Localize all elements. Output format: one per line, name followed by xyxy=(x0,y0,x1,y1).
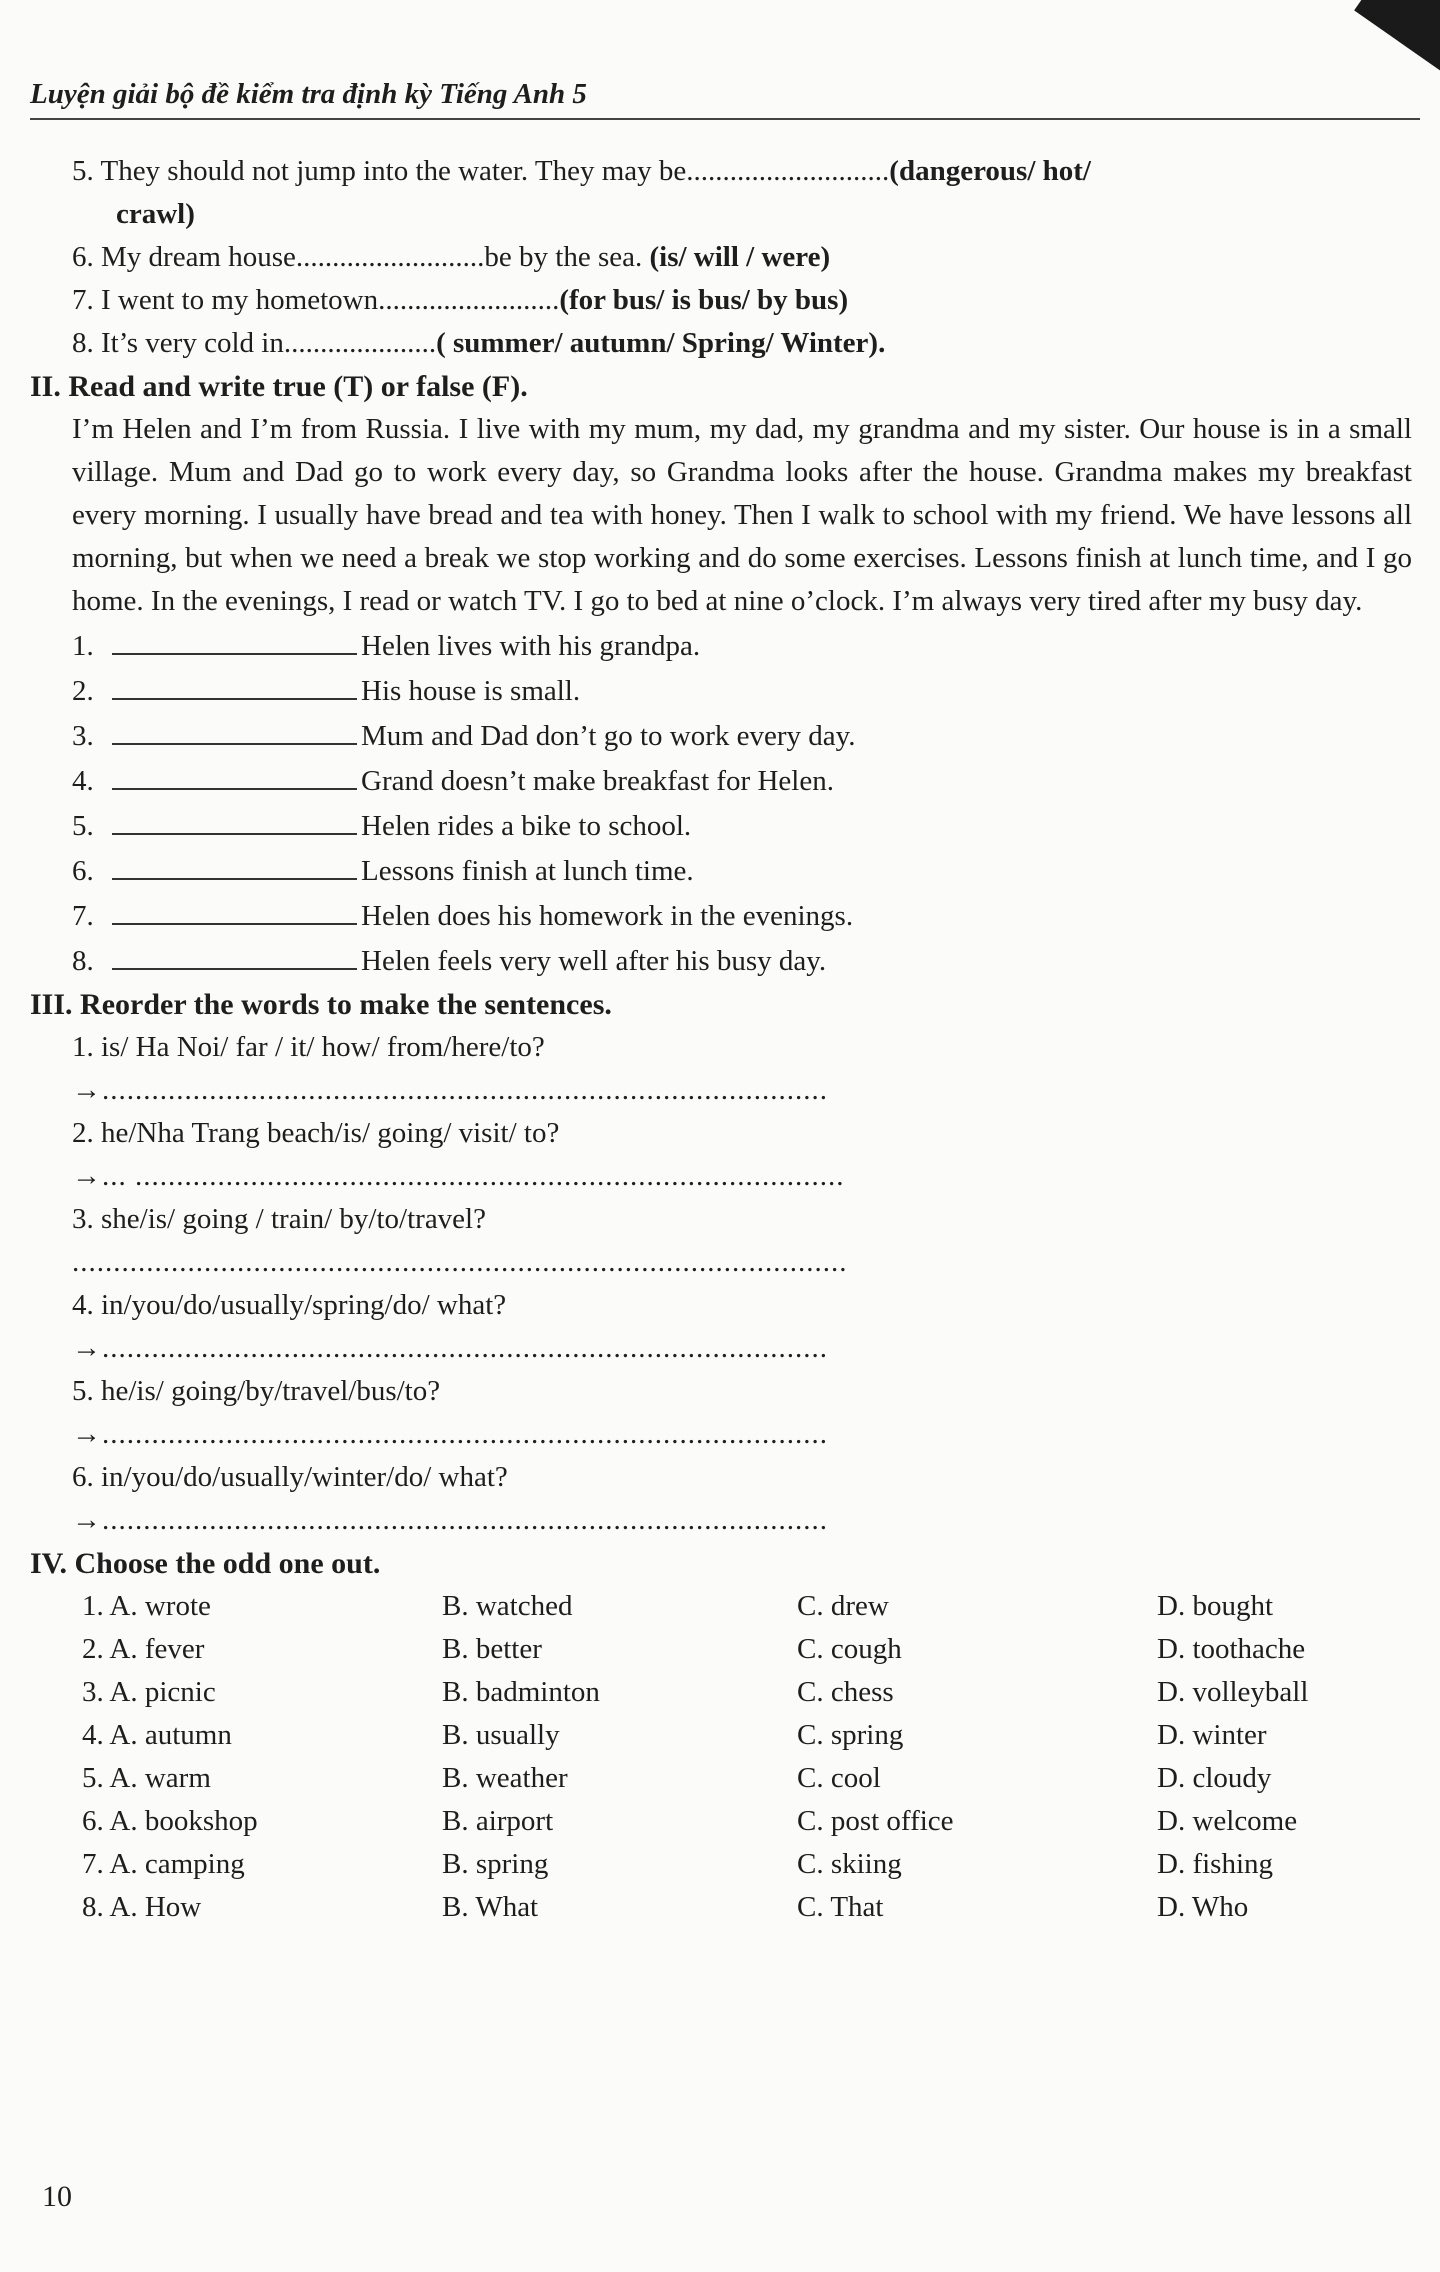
reorder-answer-line[interactable]: →... ...................................................................................... xyxy=(72,1160,845,1192)
reorder-answer-line[interactable]: →........................................................................................ xyxy=(72,1332,828,1364)
option-c[interactable]: C. That xyxy=(797,1891,884,1923)
answer-blank[interactable] xyxy=(112,623,357,655)
option-c[interactable]: C. post office xyxy=(797,1805,954,1837)
option-d[interactable]: D. welcome xyxy=(1157,1805,1298,1837)
running-header: Luyện giải bộ đề kiểm tra định kỳ Tiếng Anh 5 xyxy=(30,78,587,110)
section-iv-title: IV. Choose the odd one out. xyxy=(30,1547,381,1580)
reorder-prompt: 3. she/is/ going / train/ by/to/travel? xyxy=(72,1203,486,1235)
answer-blank[interactable] xyxy=(112,848,357,880)
option-c[interactable]: C. cool xyxy=(797,1762,881,1794)
true-false-item: 4. Grand doesn’t make breakfast for Helen. xyxy=(30,758,1410,803)
reorder-prompt: 5. he/is/ going/by/travel/bus/to? xyxy=(72,1375,441,1407)
option-a[interactable]: 3. A. picnic xyxy=(82,1676,216,1708)
question-6: 6. My dream house..........................be by the sea. (is/ will / were) xyxy=(72,241,831,273)
answer-blank[interactable] xyxy=(112,758,357,790)
option-c[interactable]: C. cough xyxy=(797,1633,902,1665)
page-number: 10 xyxy=(42,2180,72,2213)
answer-blank[interactable] xyxy=(112,803,357,835)
true-false-item: 3. Mum and Dad don’t go to work every day. xyxy=(30,713,1410,758)
option-a[interactable]: 6. A. bookshop xyxy=(82,1805,258,1837)
option-c[interactable]: C. chess xyxy=(797,1676,894,1708)
option-c[interactable]: C. spring xyxy=(797,1719,904,1751)
option-b[interactable]: B. badminton xyxy=(442,1676,600,1708)
option-b[interactable]: B. weather xyxy=(442,1762,568,1794)
option-a[interactable]: 8. A. How xyxy=(82,1891,202,1923)
option-b[interactable]: B. What xyxy=(442,1891,539,1923)
question-7: 7. I went to my hometown.........................(for bus/ is bus/ by bus) xyxy=(72,284,849,316)
section-iii-title: III. Reorder the words to make the sentences. xyxy=(30,988,612,1021)
option-d[interactable]: D. Who xyxy=(1157,1891,1249,1923)
true-false-item: 7. Helen does his homework in the evenings. xyxy=(30,893,1410,938)
option-a[interactable]: 4. A. autumn xyxy=(82,1719,232,1751)
question-8: 8. It’s very cold in.....................( summer/ autumn/ Spring/ Winter). xyxy=(72,327,886,359)
answer-blank[interactable] xyxy=(112,938,357,970)
odd-one-out-grid xyxy=(30,1585,1410,1929)
true-false-item: 6. Lessons finish at lunch time. xyxy=(30,848,1410,893)
worksheet-content xyxy=(30,150,1410,1929)
reorder-prompt: 4. in/you/do/usually/spring/do/ what? xyxy=(72,1289,507,1321)
option-a[interactable]: 2. A. fever xyxy=(82,1633,205,1665)
true-false-item: 5. Helen rides a bike to school. xyxy=(30,803,1410,848)
option-d[interactable]: D. cloudy xyxy=(1157,1762,1272,1794)
page-corner-shadow xyxy=(1354,0,1440,73)
answer-blank[interactable] xyxy=(112,713,357,745)
reorder-prompt: 6. in/you/do/usually/winter/do/ what? xyxy=(72,1461,508,1493)
true-false-item: 2. His house is small. xyxy=(30,668,1410,713)
question-5: 5. They should not jump into the water. They may be............................(dangerous/ hot/ xyxy=(72,155,1091,187)
answer-blank[interactable] xyxy=(112,893,357,925)
reading-passage: I’m Helen and I’m from Russia. I live with my mum, my dad, my grandma and my sister. Our house is in a small village. Mum and Dad go to work every day, so Grandma looks after the house. Grandma makes my breakfast every morning. I usually have bread and tea with honey. Then I walk to school with my friend. We have lessons all morning, but when we need a break we stop working and do some exercises. Lessons finish at lunch time, and I go home. In the evenings, I read or watch TV. I go to bed at nine o’clock. I’m always very tired after my busy day. xyxy=(72,413,1412,617)
reorder-answer-line[interactable]: →........................................................................................ xyxy=(72,1504,828,1536)
header-rule xyxy=(30,118,1420,120)
question-5-options-cont: crawl) xyxy=(116,198,195,230)
reorder-answer-line[interactable]: →........................................................................................ xyxy=(72,1418,828,1450)
option-c[interactable]: C. drew xyxy=(797,1590,889,1622)
reorder-prompt: 2. he/Nha Trang beach/is/ going/ visit/ to? xyxy=(72,1117,560,1149)
reorder-answer-line[interactable]: .............................................................................................. xyxy=(72,1246,848,1278)
option-b[interactable]: B. watched xyxy=(442,1590,573,1622)
option-d[interactable]: D. volleyball xyxy=(1157,1676,1309,1708)
option-a[interactable]: 1. A. wrote xyxy=(82,1590,211,1622)
true-false-item: 1. Helen lives with his grandpa. xyxy=(30,623,1410,668)
option-a[interactable]: 5. A. warm xyxy=(82,1762,211,1794)
option-d[interactable]: D. toothache xyxy=(1157,1633,1306,1665)
answer-blank[interactable] xyxy=(112,668,357,700)
true-false-list xyxy=(30,623,1410,983)
section-ii-title: II. Read and write true (T) or false (F). xyxy=(30,370,528,403)
true-false-item: 8. Helen feels very well after his busy day. xyxy=(30,938,1410,983)
option-c[interactable]: C. skiing xyxy=(797,1848,902,1880)
reorder-prompt: 1. is/ Ha Noi/ far / it/ how/ from/here/to? xyxy=(72,1031,545,1063)
option-b[interactable]: B. airport xyxy=(442,1805,554,1837)
option-a[interactable]: 7. A. camping xyxy=(82,1848,245,1880)
option-d[interactable]: D. bought xyxy=(1157,1590,1273,1622)
reorder-answer-line[interactable]: →........................................................................................ xyxy=(72,1074,828,1106)
option-d[interactable]: D. winter xyxy=(1157,1719,1267,1751)
option-d[interactable]: D. fishing xyxy=(1157,1848,1273,1880)
option-b[interactable]: B. better xyxy=(442,1633,542,1665)
option-b[interactable]: B. spring xyxy=(442,1848,549,1880)
option-b[interactable]: B. usually xyxy=(442,1719,560,1751)
